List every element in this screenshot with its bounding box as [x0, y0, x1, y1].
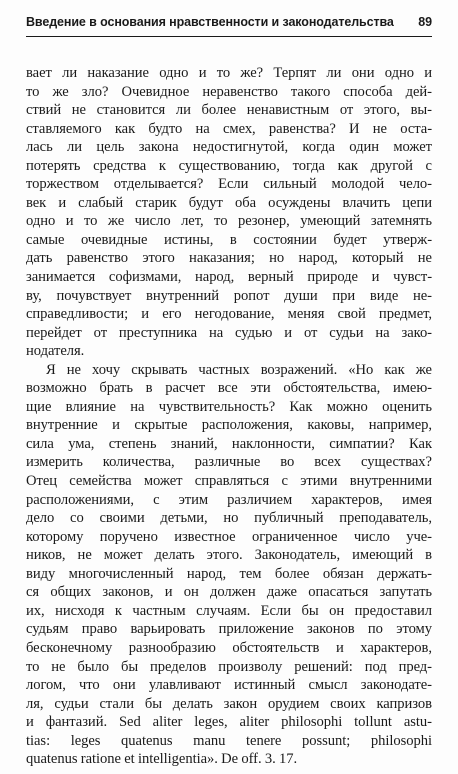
text-line: ву, почувствует внутренний ропот души при виде не-	[26, 287, 432, 304]
header-title: Введение в основания нравственности и законодательства	[26, 15, 394, 29]
text-line: quatenus ratione et intelligentia». De off. 3. 17.	[26, 751, 298, 768]
text-line: возможно брать в расчет все эти обстоятельства, имею-	[26, 380, 432, 397]
page-number: 89	[418, 15, 432, 29]
text-line: нодателя.	[26, 343, 85, 360]
text-line: tias: leges quatenus manu tenere possunt; philosophi	[26, 732, 432, 749]
text-line: их, нисходя к частным случаям. Если бы он предоставил	[26, 602, 432, 619]
text-line: Я не хочу скрывать частных возражений. «Но как же	[46, 361, 432, 378]
text-line: вает ли наказание одно и то же? Терпят ли они одно и	[26, 65, 432, 81]
text-line: занимается софизмами, народ, верный природе и чувст-	[26, 269, 432, 286]
text-line: и фантазий. Sed aliter leges, aliter philosophi tollunt astu-	[26, 714, 432, 731]
text-line: внутренние и скрытые расположения, каковы, например,	[26, 417, 432, 434]
text-line: бесконечному разнообразию обстоятельств и характеров,	[26, 639, 432, 656]
text-line: лась ли цель закона недостигнутой, когда один может	[26, 139, 432, 156]
text-line: потерять средства к существованию, тогда как другой с	[26, 157, 432, 174]
text-line: дело со своими детьми, но публичный преподаватель,	[26, 510, 432, 527]
text-line: ся общих законов, и он должен даже опасаться запутать	[26, 584, 432, 601]
text-line: измерить количества, различные во всех существах?	[26, 454, 432, 471]
paragraph	[26, 64, 432, 361]
text-line: логом, что они улавливают истинный смысл законодате-	[26, 677, 432, 694]
text-line: виду многочисленный народ, тем более обязан держать-	[26, 565, 432, 582]
text-line: сила ума, степень знаний, наклонности, симпатии? Как	[26, 435, 432, 452]
text-line: самые очевидные истины, в состоянии будет утверж-	[26, 231, 432, 248]
text-line: одно и то же число лет, то резонер, умеющий затемнять	[26, 213, 432, 230]
text-line: судьям право варьировать приложение законов по этому	[26, 621, 432, 638]
body-text	[26, 64, 432, 769]
text-line: ля, судьи стали бы делать закон орудием своих капризов	[26, 695, 432, 712]
text-line: щие влияние на чувствительность? Как можно оценить	[26, 398, 432, 415]
paragraph	[26, 361, 432, 769]
text-line: которому поручено известное ограниченное число уче-	[26, 528, 432, 545]
text-line: ставляемого как будто на смех, равенства? И не оста-	[26, 120, 432, 137]
text-line: справедливости; и его негодование, меняя свой предмет,	[26, 306, 432, 323]
text-line: ствий не становится ли более ненавистным от этого, вы-	[26, 102, 432, 119]
text-line: век и слабый старик будут оба осуждены влачить цепи	[26, 194, 432, 211]
text-line: то же зло? Очевидное неравенство такого способа дей-	[26, 83, 432, 100]
text-line: то не было бы пределов произволу решений: под пред-	[26, 658, 432, 675]
text-line: дать равенство этого наказания; но народ, который не	[26, 250, 432, 267]
text-line: расположениями, с этим различием характеров, имея	[26, 491, 432, 508]
text-line: перейдет от преступника на судью и от судьи на зако-	[26, 324, 432, 341]
text-line: Отец семейства может справляться с этими внутренними	[26, 473, 432, 490]
text-line: ников, не может делать этого. Законодатель, имеющий в	[26, 547, 432, 564]
text-line: торжеством отделывается? Если сильный молодой чело-	[26, 176, 432, 193]
running-header	[26, 15, 432, 37]
